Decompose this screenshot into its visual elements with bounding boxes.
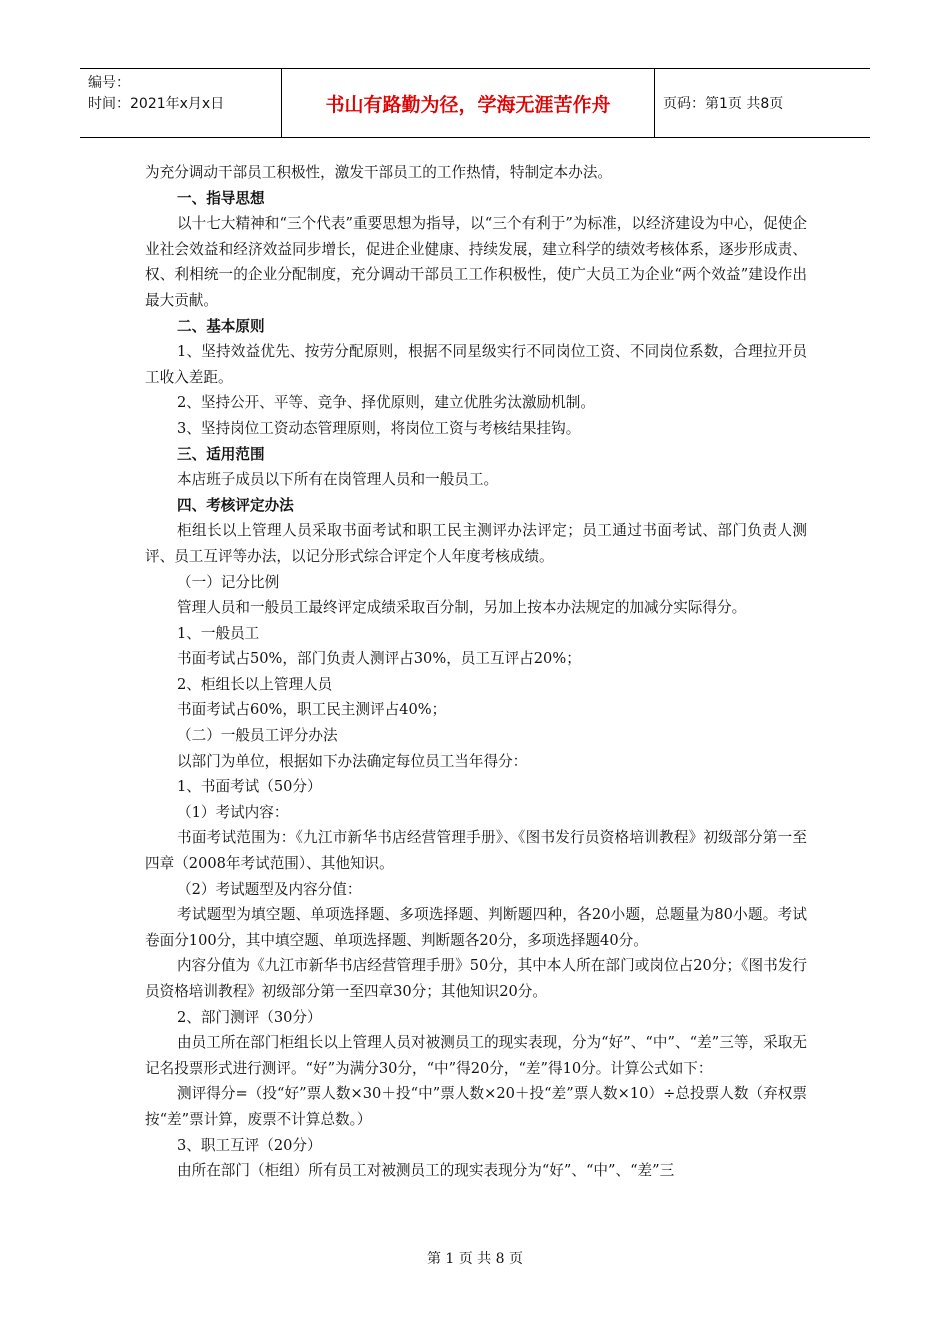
section-heading: 三、适用范围 [177,445,265,463]
section-heading: 二、基本原则 [177,317,265,335]
paragraph: 3、坚持岗位工资动态管理原则，将岗位工资与考核结果挂钩。 [177,419,581,437]
paragraph: 测评得分=（投“好”票人数×30＋投“中”票人数×20＋投“差”票人数×10）÷总投票人数（弃权票按“差”票计算，废票不计算总数。） [145,1085,807,1128]
paragraph: 2、柜组长以上管理人员 [177,675,333,693]
page-header [80,68,870,138]
paragraph: 以部门为单位，根据如下办法确定每位员工当年得分： [177,752,528,770]
paragraph: 3、职工互评（20分） [177,1136,322,1154]
paragraph: 1、书面考试（50分） [177,778,322,796]
paragraph: 2、部门测评（30分） [177,1008,322,1026]
paragraph: 书面考试占60%，职工民主测评占40%； [177,701,447,719]
paragraph: （1）考试内容： [177,803,289,821]
section-heading: 四、考核评定办法 [177,496,294,514]
paragraph: 柜组长以上管理人员采取书面考试和职工民主测评办法评定；员工通过书面考试、部门负责人测评、员工互评等办法，以记分形式综合评定个人年度考核成绩。 [145,522,807,565]
paragraph: 本店班子成员以下所有在岗管理人员和一般员工。 [177,471,499,489]
intro-paragraph: 为充分调动干部员工积极性，激发干部员工的工作热情，特制定本办法。 [145,164,613,181]
sub-heading: （一）记分比例 [177,573,280,591]
header-page-info: 页码：第1页 共8页 [663,96,784,112]
paragraph: 考试题型为填空题、单项选择题、多项选择题、判断题四种，各20小题，总题量为80小题。考试卷面分100分，其中填空题、单项选择题、判断题各20分，多项选择题40分。 [145,906,807,949]
paragraph: 书面考试范围为：《九江市新华书店经营管理手册》、《图书发行员资格培训教程》初级部分第一至四章（2008年考试范围）、其他知识。 [145,829,807,873]
paragraph: 书面考试占50%，部门负责人测评占30%，员工互评占20%； [177,650,581,668]
paragraph: （2）考试题型及内容分值： [177,880,362,898]
paragraph: 2、坚持公开、平等、竞争、择优原则，建立优胜劣汰激励机制。 [177,394,595,412]
document-body [145,160,807,1184]
header-meta [80,69,282,137]
number-label: 编号： [88,75,130,91]
paragraph: 以十七大精神和“三个代表”重要思想为指导，以“三个有利于”为标准，以经济建设为中心，促使企业社会效益和经济效益同步增长，促进企业健康、持续发展，建立科学的绩效考核体系，逐步形成责、权、利相统一的企业分配制度，充分调动干部员工工作积极性，使广大员工为企业“两个效益”建设作出最大贡献。 [145,215,807,309]
paragraph: 由所在部门（柜组）所有员工对被测员工的现实表现分为“好”、“中”、“差”三 [177,1162,675,1180]
page-footer: 第 1 页 共 8 页 [426,1251,524,1267]
time-label: 时间：2021年x月x日 [88,96,225,112]
paragraph: 1、一般员工 [177,624,260,642]
header-motto: 书山有路勤为径，学海无涯苦作舟 [282,69,655,137]
paragraph: 1、坚持效益优先、按劳分配原则，根据不同星级实行不同岗位工资、不同岗位系数，合理拉开员工收入差距。 [145,343,807,386]
paragraph: 管理人员和一般员工最终评定成绩采取百分制，另加上按本办法规定的加减分实际得分。 [177,599,747,617]
paragraph: 内容分值为《九江市新华书店经营管理手册》50分，其中本人所在部门或岗位占20分；《图书发行员资格培训教程》初级部分第一至四章30分；其他知识20分。 [145,957,807,1000]
sub-heading: （二）一般员工评分办法 [177,727,338,745]
paragraph: 由员工所在部门柜组长以上管理人员对被测员工的现实表现，分为“好”、“中”、“差”三等，采取无记名投票形式进行测评。“好”为满分30分，“中”得20分，“差”得10分。计算公式如下： [145,1034,807,1077]
section-heading: 一、指导思想 [177,189,265,207]
